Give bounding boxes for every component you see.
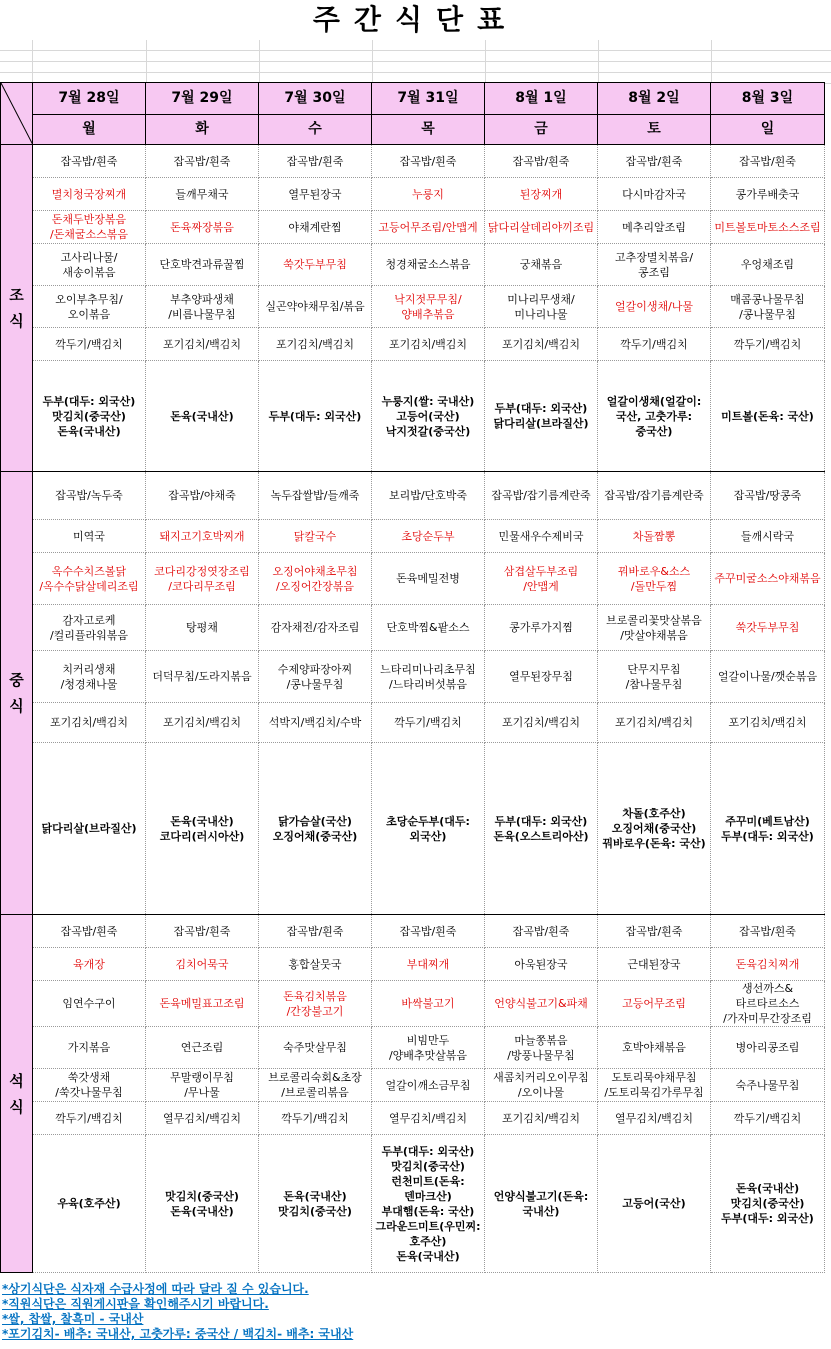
menu-cell: 보리밥/단호박죽	[372, 472, 485, 520]
menu-cell: 도토리묵야채무침 /도토리묵김가루무침	[598, 1069, 711, 1102]
menu-cell: 호박야채볶음	[598, 1027, 711, 1069]
menu-cell: 감자채전/감자조림	[259, 605, 372, 651]
menu-cell: 잡곡밥/흰죽	[33, 915, 146, 948]
menu-cell: 쑥갓생채 /쑥갓나물무침	[33, 1069, 146, 1102]
menu-cell: 돈육메밀표고조림	[146, 981, 259, 1027]
menu-cell: 포기김치/백김치	[485, 1102, 598, 1135]
menu-cell: 차돌짬뽕	[598, 520, 711, 553]
date-header: 8월 3일	[711, 83, 825, 115]
origin-cell: 미트볼(돈육: 국산)	[711, 361, 825, 472]
origin-cell: 닭다리살(브라질산)	[33, 743, 146, 915]
menu-cell: 미나리무생채/미나리나물	[485, 286, 598, 328]
menu-cell: 잡곡밥/흰죽	[485, 915, 598, 948]
menu-cell: 잡곡밥/잡기름계란죽	[598, 472, 711, 520]
menu-cell: 콩가루가지찜	[485, 605, 598, 651]
origin-cell: 돈육(국내산) 맛김치(중국산)	[259, 1135, 372, 1273]
date-header: 8월 2일	[598, 83, 711, 115]
menu-cell: 돈육김치찌개	[711, 948, 825, 981]
menu-cell: 실곤약야채무침/볶음	[259, 286, 372, 328]
menu-cell: 열무김치/백김치	[598, 1102, 711, 1135]
menu-cell: 감자고로케 /컬리플라워볶음	[33, 605, 146, 651]
menu-cell: 깍두기/백김치	[33, 328, 146, 361]
menu-cell: 부추양파생채 /비름나물무침	[146, 286, 259, 328]
menu-cell: 잡곡밥/잡기름계란죽	[485, 472, 598, 520]
menu-cell: 녹두잡쌀밥/들깨죽	[259, 472, 372, 520]
menu-cell: 브로콜리숙회&초장 /브로콜리볶음	[259, 1069, 372, 1102]
menu-cell: 꿔바로우&소스 /돌만두찜	[598, 553, 711, 605]
menu-cell: 열무된장무침	[485, 651, 598, 703]
menu-cell: 포기김치/백김치	[598, 703, 711, 743]
menu-cell: 고추장멸치볶음/콩조림	[598, 244, 711, 286]
menu-cell: 쑥갓두부무침	[711, 605, 825, 651]
origin-cell: 돈육(국내산) 맛김치(중국산) 두부(대두: 외국산)	[711, 1135, 825, 1273]
menu-cell: 쑥갓두부무침	[259, 244, 372, 286]
menu-cell: 민물새우수제비국	[485, 520, 598, 553]
menu-cell: 병아리콩조림	[711, 1027, 825, 1069]
menu-cell: 잡곡밥/땅콩죽	[711, 472, 825, 520]
weekday-header: 월	[33, 115, 146, 145]
menu-cell: 언양식불고기&파채	[485, 981, 598, 1027]
menu-cell: 청경채굴소스볶음	[372, 244, 485, 286]
menu-cell: 느타리미나리초무침 /느타리버섯볶음	[372, 651, 485, 703]
weekday-header: 수	[259, 115, 372, 145]
menu-cell: 닭다리살데리야끼조림	[485, 211, 598, 244]
diagonal-line	[1, 83, 33, 145]
menu-cell: 잡곡밥/야채죽	[146, 472, 259, 520]
menu-cell: 잡곡밥/흰죽	[485, 145, 598, 178]
menu-cell: 포기김치/백김치	[372, 328, 485, 361]
notes	[2, 1282, 822, 1342]
menu-cell: 무말랭이무침 /무나물	[146, 1069, 259, 1102]
menu-cell: 미역국	[33, 520, 146, 553]
menu-cell: 옥수수치즈볼닭 /옥수수닭살데리조림	[33, 553, 146, 605]
menu-cell: 콩가루배춧국	[711, 178, 825, 211]
menu-cell: 잡곡밥/흰죽	[598, 915, 711, 948]
menu-cell: 돈채두반장볶음 /돈채굴소스볶음	[33, 211, 146, 244]
menu-cell: 연근조림	[146, 1027, 259, 1069]
menu-cell: 포기김치/백김치	[146, 703, 259, 743]
menu-cell: 얼갈이깨소금무침	[372, 1069, 485, 1102]
menu-cell: 잡곡밥/흰죽	[711, 145, 825, 178]
spreadsheet-gridlines	[0, 40, 831, 83]
menu-cell: 아욱된장국	[485, 948, 598, 981]
note-line: *쌀, 찹쌀, 찰흑미 - 국내산	[2, 1312, 144, 1326]
menu-cell: 오이부추무침/오이볶음	[33, 286, 146, 328]
corner-cell	[1, 83, 33, 145]
menu-cell: 열무김치/백김치	[146, 1102, 259, 1135]
menu-cell: 야채계란찜	[259, 211, 372, 244]
menu-cell: 포기김치/백김치	[33, 703, 146, 743]
menu-cell: 포기김치/백김치	[485, 328, 598, 361]
date-header: 7월 28일	[33, 83, 146, 115]
menu-cell: 고등어무조림/안맵게	[372, 211, 485, 244]
menu-cell: 수제양파장아찌 /콩나물무침	[259, 651, 372, 703]
menu-cell: 단호박찜&팥소스	[372, 605, 485, 651]
menu-cell: 깍두기/백김치	[33, 1102, 146, 1135]
origin-cell: 두부(대두: 외국산) 맛김치(중국산) 돈육(국내산)	[33, 361, 146, 472]
menu-cell: 깍두기/백김치	[711, 1102, 825, 1135]
origin-cell: 초당순두부(대두: 외국산)	[372, 743, 485, 915]
weekday-header: 토	[598, 115, 711, 145]
origin-cell: 주꾸미(베트남산) 두부(대두: 외국산)	[711, 743, 825, 915]
menu-cell: 단무지무침 /참나물무침	[598, 651, 711, 703]
date-header: 8월 1일	[485, 83, 598, 115]
menu-cell: 근대된장국	[598, 948, 711, 981]
origin-cell: 두부(대두: 외국산) 돈육(오스트리아산)	[485, 743, 598, 915]
origin-cell: 얼갈이생채(얼갈이: 국산, 고춧가루: 중국산)	[598, 361, 711, 472]
menu-cell: 육개장	[33, 948, 146, 981]
menu-cell: 포기김치/백김치	[485, 703, 598, 743]
menu-cell: 들깨무채국	[146, 178, 259, 211]
weekday-header: 목	[372, 115, 485, 145]
menu-cell: 누룽지	[372, 178, 485, 211]
menu-cell: 초당순두부	[372, 520, 485, 553]
note-line: *직원식단은 직원게시판을 확인해주시기 바랍니다.	[2, 1297, 269, 1311]
menu-cell: 잡곡밥/흰죽	[146, 915, 259, 948]
menu-cell: 얼갈이생채/나물	[598, 286, 711, 328]
menu-cell: 돼지고기호박찌개	[146, 520, 259, 553]
menu-cell: 포기김치/백김치	[259, 328, 372, 361]
meal-label: 조 식	[1, 145, 33, 472]
menu-cell: 깍두기/백김치	[598, 328, 711, 361]
menu-cell: 열무김치/백김치	[372, 1102, 485, 1135]
origin-cell: 돈육(국내산) 코다리(러시아산)	[146, 743, 259, 915]
menu-cell: 미트볼토마토소스조림	[711, 211, 825, 244]
menu-cell: 고사리나물/새송이볶음	[33, 244, 146, 286]
menu-cell: 김치어묵국	[146, 948, 259, 981]
menu-cell: 잡곡밥/흰죽	[259, 145, 372, 178]
menu-cell: 궁채볶음	[485, 244, 598, 286]
origin-cell: 언양식불고기(돈육: 국내산)	[485, 1135, 598, 1273]
origin-cell: 누룽지(쌀: 국내산) 고등어(국산) 낙지젓갈(중국산)	[372, 361, 485, 472]
menu-cell: 석박지/백김치/수박	[259, 703, 372, 743]
menu-cell: 더덕무침/도라지볶음	[146, 651, 259, 703]
menu-cell: 잡곡밥/흰죽	[598, 145, 711, 178]
page-title: 주간식단표	[312, 3, 519, 36]
origin-cell: 두부(대두: 외국산)	[259, 361, 372, 472]
menu-cell: 브로콜리꽃맛살볶음 /맛살야채볶음	[598, 605, 711, 651]
menu-cell: 잡곡밥/흰죽	[372, 145, 485, 178]
menu-cell: 새콤치커리오이무침 /오이나물	[485, 1069, 598, 1102]
menu-cell: 부대찌개	[372, 948, 485, 981]
menu-cell: 포기김치/백김치	[711, 703, 825, 743]
meal-label: 석 식	[1, 915, 33, 1273]
menu-cell: 생선까스&타르타르소스 /가자미무간장조림	[711, 981, 825, 1027]
menu-cell: 다시마감자국	[598, 178, 711, 211]
menu-cell: 코다리강정엿장조림 /코다리무조림	[146, 553, 259, 605]
menu-cell: 가지볶음	[33, 1027, 146, 1069]
menu-cell: 된장찌개	[485, 178, 598, 211]
menu-cell: 오징어야채초무침 /오징어간장볶음	[259, 553, 372, 605]
menu-cell: 얼갈이나물/깻순볶음	[711, 651, 825, 703]
menu-cell: 깍두기/백김치	[711, 328, 825, 361]
menu-cell: 깍두기/백김치	[259, 1102, 372, 1135]
menu-cell: 깍두기/백김치	[372, 703, 485, 743]
menu-cell: 메추리알조림	[598, 211, 711, 244]
date-header: 7월 31일	[372, 83, 485, 115]
menu-cell: 우엉채조림	[711, 244, 825, 286]
note-line: *상기식단은 식자재 수급사정에 따라 달라 질 수 있습니다.	[2, 1282, 309, 1296]
menu-cell: 매콤콩나물무침 /콩나물무침	[711, 286, 825, 328]
menu-cell: 잡곡밥/흰죽	[711, 915, 825, 948]
menu-cell: 삼겹살두부조림 /안맵게	[485, 553, 598, 605]
date-header: 7월 29일	[146, 83, 259, 115]
origin-cell: 고등어(국산)	[598, 1135, 711, 1273]
menu-cell: 잡곡밥/녹두죽	[33, 472, 146, 520]
weekday-header: 화	[146, 115, 259, 145]
menu-cell: 비빔만두 /양배추맛살볶음	[372, 1027, 485, 1069]
menu-cell: 숙주맛살무침	[259, 1027, 372, 1069]
menu-cell: 돈육메밀전병	[372, 553, 485, 605]
menu-cell: 치커리생채 /청경채나물	[33, 651, 146, 703]
menu-cell: 멸치청국장찌개	[33, 178, 146, 211]
note-line: *포기김치- 배추: 국내산, 고춧가루: 중국산 / 백김치- 배추: 국내산	[2, 1327, 354, 1341]
menu-cell: 고등어무조림	[598, 981, 711, 1027]
menu-cell: 낙지젓무무침/양배추볶음	[372, 286, 485, 328]
origin-cell: 두부(대두: 외국산) 맛김치(중국산) 런천미트(돈육: 덴마크산) 부대햄(돈육: 국산) 그라운드미트(우민찌: 호주산) 돈육(국내산)	[372, 1135, 485, 1273]
menu-cell: 포기김치/백김치	[146, 328, 259, 361]
menu-cell: 들깨시락국	[711, 520, 825, 553]
origin-cell: 차돌(호주산) 오징어채(중국산) 꿔바로우(돈육: 국산)	[598, 743, 711, 915]
menu-cell: 주꾸미굴소스야채볶음	[711, 553, 825, 605]
menu-cell: 잡곡밥/흰죽	[146, 145, 259, 178]
origin-cell: 닭가슴살(국산) 오징어채(중국산)	[259, 743, 372, 915]
menu-cell: 잡곡밥/흰죽	[259, 915, 372, 948]
menu-cell: 바싹불고기	[372, 981, 485, 1027]
menu-cell: 닭칼국수	[259, 520, 372, 553]
menu-cell: 돈육짜장볶음	[146, 211, 259, 244]
origin-cell: 맛김치(중국산) 돈육(국내산)	[146, 1135, 259, 1273]
origin-cell: 두부(대두: 외국산) 닭다리살(브라질산)	[485, 361, 598, 472]
origin-cell: 우육(호주산)	[33, 1135, 146, 1273]
menu-cell: 잡곡밥/흰죽	[33, 145, 146, 178]
menu-cell: 마늘쫑볶음 /방풍나물무침	[485, 1027, 598, 1069]
menu-cell: 단호박견과류꿀찜	[146, 244, 259, 286]
menu-cell: 임연수구이	[33, 981, 146, 1027]
date-header: 7월 30일	[259, 83, 372, 115]
menu-cell: 홍합살뭇국	[259, 948, 372, 981]
menu-cell: 열무된장국	[259, 178, 372, 211]
menu-cell: 숙주나물무침	[711, 1069, 825, 1102]
menu-cell: 돈육김치볶음 /간장불고기	[259, 981, 372, 1027]
menu-cell: 탕평채	[146, 605, 259, 651]
weekly-menu-table	[0, 82, 825, 1273]
menu-cell: 잡곡밥/흰죽	[372, 915, 485, 948]
origin-cell: 돈육(국내산)	[146, 361, 259, 472]
weekday-header: 금	[485, 115, 598, 145]
meal-label: 중 식	[1, 472, 33, 915]
weekday-header: 일	[711, 115, 825, 145]
